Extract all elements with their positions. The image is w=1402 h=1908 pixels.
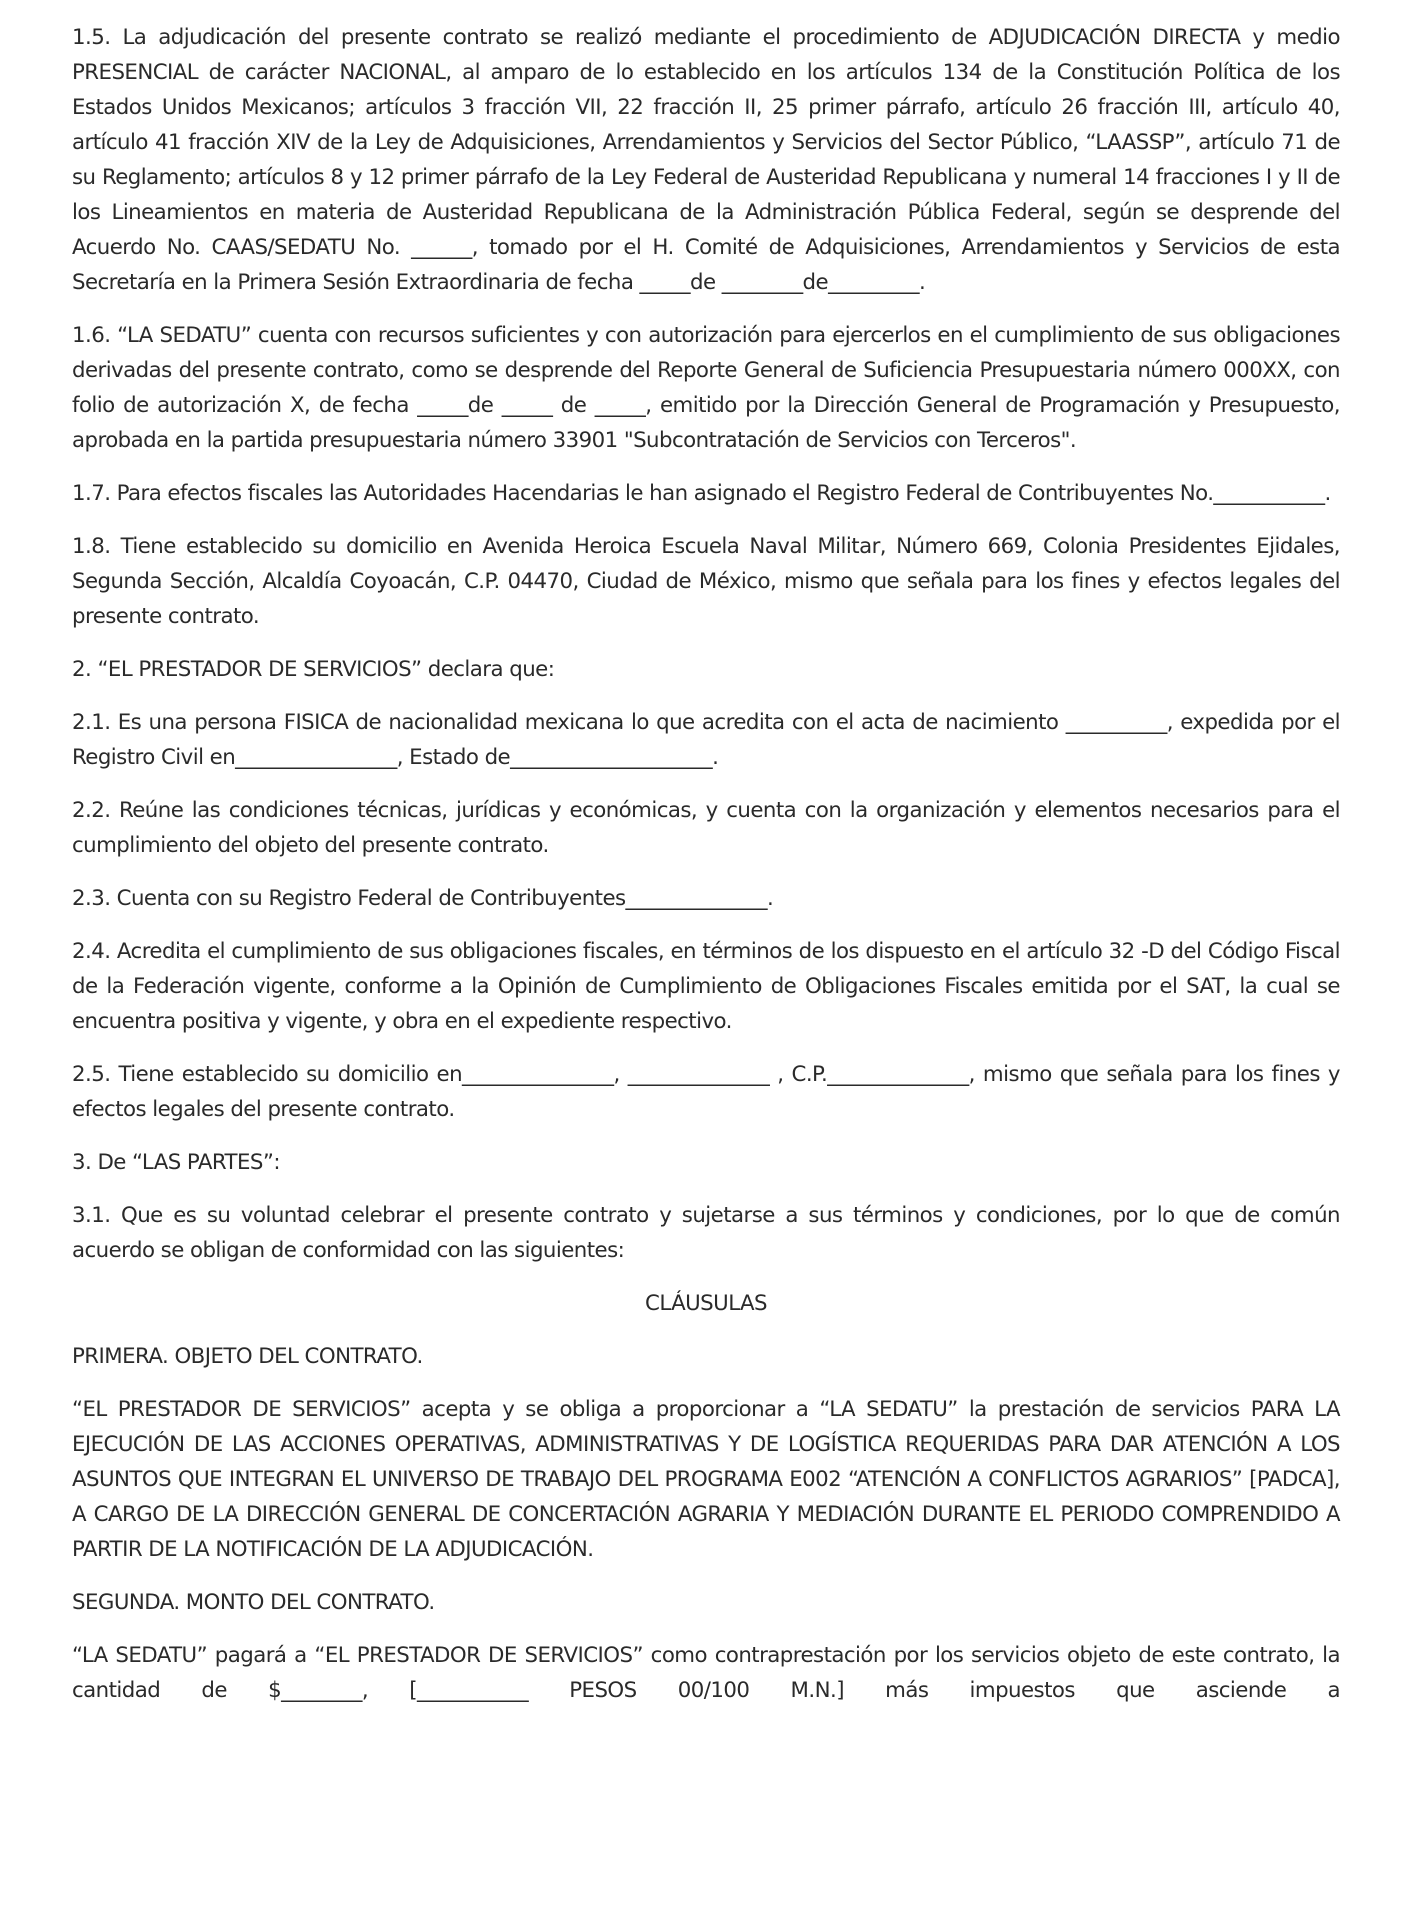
paragraph-2: 2. “EL PRESTADOR DE SERVICIOS” declara que: — [72, 657, 555, 682]
clause-primera-heading: PRIMERA. OBJETO DEL CONTRATO. — [72, 1344, 423, 1369]
paragraph-1-8: 1.8. Tiene establecido su domicilio en Avenida Heroica Escuela Naval Militar, Número 669, Colonia Presidentes Ejidales, Segunda Sección, Alcaldía Coyoacán, C.P. 04470, Ciudad de México, mismo que señala para los fines y efectos legales del presente contrato. — [72, 534, 1340, 629]
clause-primera-text: “EL PRESTADOR DE SERVICIOS” acepta y se obliga a proporcionar a “LA SEDATU” la prestación de servicios PARA LA EJECUCIÓN DE LAS ACCIONES OPERATIVAS, ADMINISTRATIVAS Y DE LOGÍSTICA REQUERIDAS PARA DAR ATENCIÓN A LOS ASUNTOS QUE INTEGRAN EL UNIVERSO DE TRABAJO DEL PROGRAMA E002 “ATENCIÓN A CONFLICTOS AGRARIOS” [PADCA], A CARGO DE LA DIRECCIÓN GENERAL DE CONCERTACIÓN AGRARIA Y MEDIACIÓN DURANTE EL PERIODO COMPRENDIDO A PARTIR DE LA NOTIFICACIÓN DE LA ADJUDICACIÓN. — [72, 1397, 1340, 1562]
paragraph-1-5: 1.5. La adjudicación del presente contrato se realizó mediante el procedimiento de ADJUDICACIÓN DIRECTA y medio PRESENCIAL de carácter NACIONAL, al amparo de lo establecido en los artículos 134 de la Constitución Política de los Estados Unidos Mexicanos; artículos 3 fracción VII, 22 fracción II, 25 primer párrafo, artículo 26 fracción III, artículo 40, artículo 41 fracción XIV de la Ley de Adquisiciones, Arrendamientos y Servicios del Sector Público, “LAASSP”, artículo 71 de su Reglamento; artículos 8 y 12 primer párrafo de la Ley Federal de Austeridad Republicana y numeral 14 fracciones I y II de los Lineamientos en materia de Austeridad Republicana de la Administración Pública Federal, según se desprende del Acuerdo No. CAAS/SEDATU No. ______, tomado por el H. Comité de Adquisiciones, Arrendamientos y Servicios de esta Secretaría en la Primera Sesión Extraordinaria de fecha _____de ________de_________. — [72, 25, 1340, 295]
clause-segunda-heading: SEGUNDA. MONTO DEL CONTRATO. — [72, 1590, 435, 1615]
paragraph-2-3: 2.3. Cuenta con su Registro Federal de Contribuyentes______________. — [72, 886, 774, 911]
paragraph-1-6: 1.6. “LA SEDATU” cuenta con recursos suficientes y con autorización para ejercerlos en el cumplimiento de sus obligaciones derivadas del presente contrato, como se desprende del Reporte General de Suficiencia Presupuestaria número 000XX, con folio de autorización X, de fecha _____de _____ de _____, emitido por la Dirección General de Programación y Presupuesto, aprobada en la partida presupuestaria número 33901 "Subcontratación de Servicios con Terceros". — [72, 323, 1340, 453]
clause-segunda-text: “LA SEDATU” pagará a “EL PRESTADOR DE SERVICIOS” como contraprestación por los servicios objeto de este contrato, la cantidad de $________, [___________ PESOS 00/100 M.N.] más impuestos que asciende a — [72, 1643, 1340, 1703]
paragraph-2-2: 2.2. Reúne las condiciones técnicas, jurídicas y económicas, y cuenta con la organización y elementos necesarios para el cumplimiento del objeto del presente contrato. — [72, 798, 1340, 858]
paragraph-2-5: 2.5. Tiene establecido su domicilio en_______________, ______________ , C.P.______________, mismo que señala para los fines y efectos legales del presente contrato. — [72, 1062, 1340, 1122]
clausulas-title: CLÁUSULAS — [645, 1291, 767, 1316]
contract-page — [72, 20, 1340, 1726]
paragraph-2-4: 2.4. Acredita el cumplimiento de sus obligaciones fiscales, en términos de los dispuesto en el artículo 32 -D del Código Fiscal de la Federación vigente, conforme a la Opinión de Cumplimiento de Obligaciones Fiscales emitida por el SAT, la cual se encuentra positiva y vigente, y obra en el expediente respectivo. — [72, 939, 1340, 1034]
paragraph-1-7: 1.7. Para efectos fiscales las Autoridades Hacendarias le han asignado el Registro Federal de Contribuyentes No.___________. — [72, 481, 1331, 506]
paragraph-2-1: 2.1. Es una persona FISICA de nacionalidad mexicana lo que acredita con el acta de nacimiento __________, expedida por el Registro Civil en________________, Estado de____________________. — [72, 710, 1340, 770]
paragraph-3-1: 3.1. Que es su voluntad celebrar el presente contrato y sujetarse a sus términos y condiciones, por lo que de común acuerdo se obligan de conformidad con las siguientes: — [72, 1203, 1340, 1263]
paragraph-3: 3. De “LAS PARTES”: — [72, 1150, 280, 1175]
